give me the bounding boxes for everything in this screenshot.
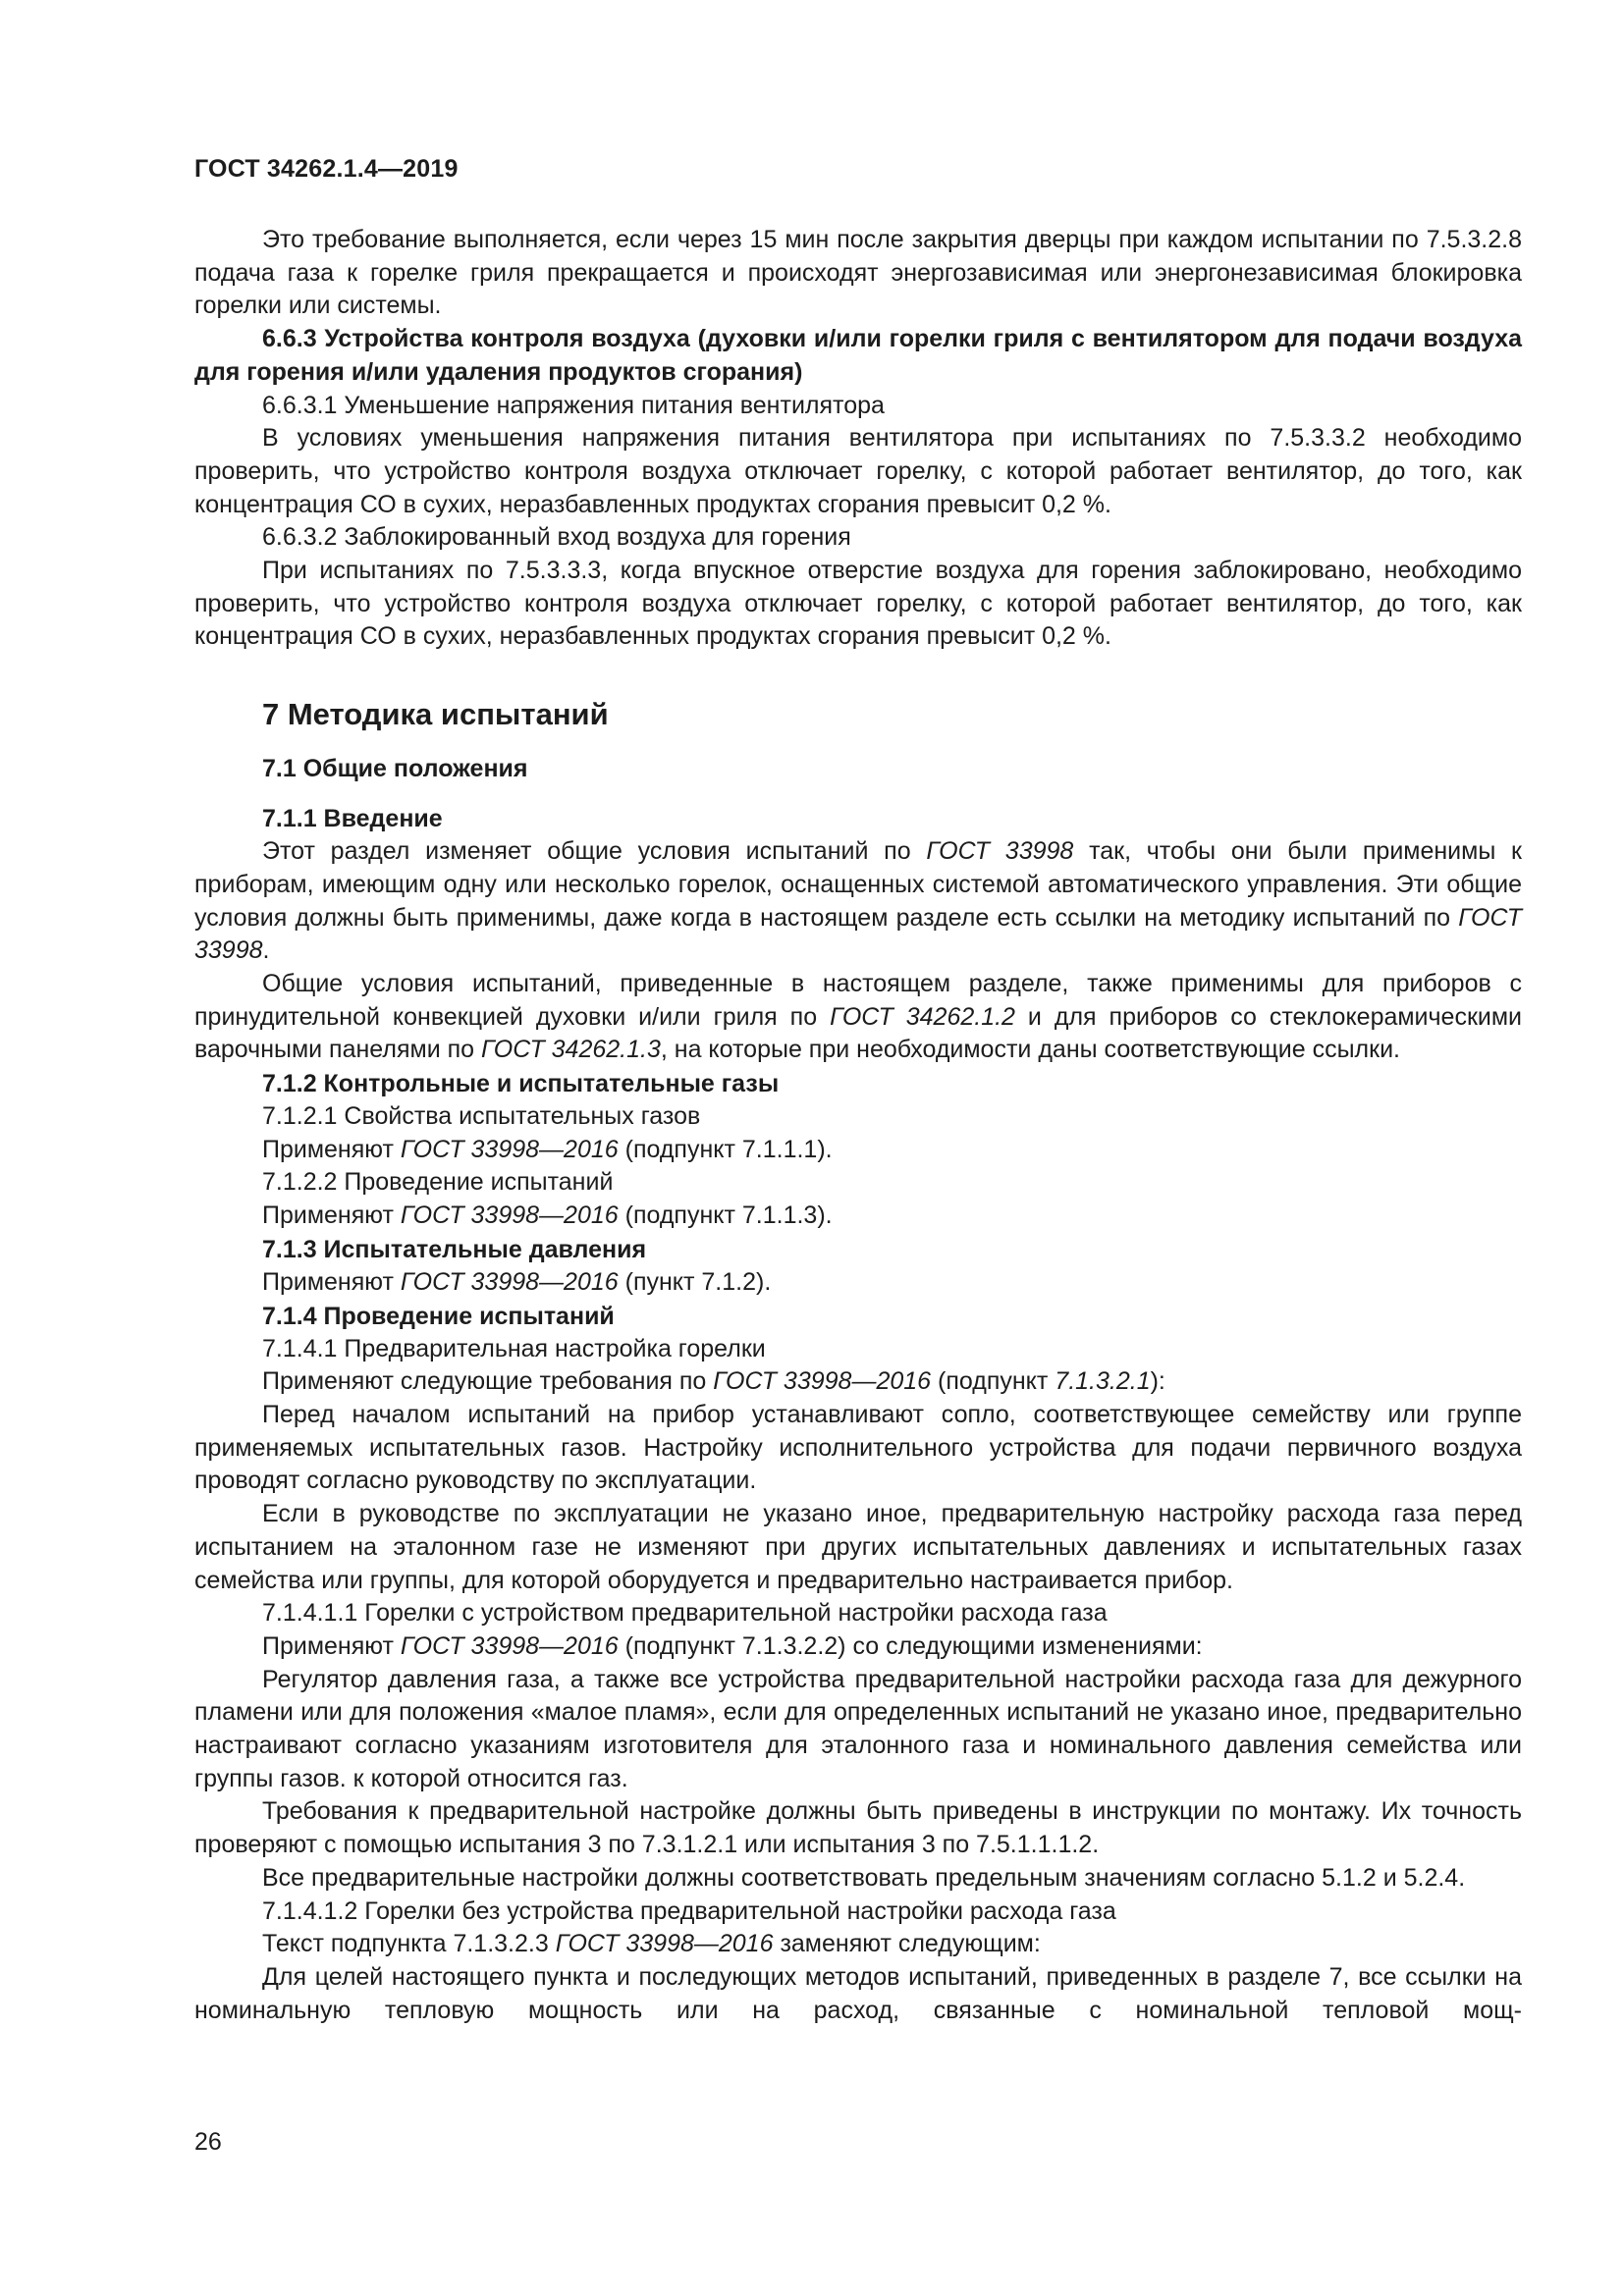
standard-reference: ГОСТ 34262.1.3 xyxy=(481,1036,661,1064)
subsection-heading-7-1-1: 7.1.1 Введение xyxy=(262,805,443,833)
paragraph: 7.1.4.1.1 Горелки с устройством предварительной настройки расхода газа xyxy=(262,1599,1108,1628)
standard-reference: ГОСТ 33998 xyxy=(194,903,1522,965)
subsection-heading-7-1-2: 7.1.2 Контрольные и испытательные газы xyxy=(262,1070,780,1098)
paragraph: Текст подпункта 7.1.3.2.3 ГОСТ 33998—2016 заменяют следующим: xyxy=(262,1930,1041,1958)
clause-reference: 7.1.3.2.1 xyxy=(1055,1367,1151,1396)
document-body xyxy=(194,224,1522,2027)
paragraph: Требования к предварительной настройке должны быть приведены в инструкции по монтажу. Их точность проверяют с помощью испытания 3 по 7.3.1.2.1 или испытания 3 по 7.5.1.1.1.2. xyxy=(194,1797,1522,1859)
paragraph: 7.1.2.1 Свойства испытательных газов xyxy=(262,1102,701,1131)
paragraph: 6.6.3.2 Заблокированный вход воздуха для горения xyxy=(262,523,851,552)
paragraph: 6.6.3.1 Уменьшение напряжения питания вентилятора xyxy=(262,391,885,419)
paragraph: 7.1.4.1.2 Горелки без устройства предварительной настройки расхода газа xyxy=(262,1896,1116,1925)
standard-reference: ГОСТ 33998—2016 xyxy=(400,1135,619,1163)
paragraph: Этот раздел изменяет общие условия испытаний по ГОСТ 33998 так, чтобы они были применимы к приборам, имеющим одну или несколько горелок, оснащенных системой автоматического управления. Эти общие условия должны быть применимы, даже когда в настоящем разделе есть ссылки на методику испытаний по ГОСТ 33998. xyxy=(194,837,1522,965)
paragraph: Это требование выполняется, если через 15 мин после закрытия дверцы при каждом испытании по 7.5.3.2.8 подача газа к горелке гриля прекращается и происходят энергозависимая или энергонезависимая блокировка горелки или системы. xyxy=(194,226,1522,320)
subsection-heading-6-6-3: 6.6.3 Устройства контроля воздуха (духовки и/или горелки гриля с вентилятором для подачи воздуха для горения и/или удаления продуктов сгорания) xyxy=(194,325,1522,386)
paragraph: Общие условия испытаний, приведенные в настоящем разделе, также применимы для приборов с принудительной конвекцией духовки и/или гриля по ГОСТ 34262.1.2 и для приборов со стеклокерамическими варочными панелями по ГОСТ 34262.1.3, на которые при необходимости даны соответствующие ссылки. xyxy=(194,969,1523,1064)
standard-reference: ГОСТ 33998—2016 xyxy=(400,1267,619,1296)
standard-reference: ГОСТ 33998—2016 xyxy=(713,1367,932,1396)
paragraph: 7.1.2.2 Проведение испытаний xyxy=(262,1168,614,1197)
standard-reference: ГОСТ 33998 xyxy=(926,837,1074,866)
document-header-id: ГОСТ 34262.1.4—2019 xyxy=(194,155,459,183)
paragraph: В условиях уменьшения напряжения питания вентилятора при испытаниях по 7.5.3.3.2 необходимо проверить, что устройство контроля воздуха отключает горелку, с которой работает вентилятор, до того, как концентрация СО в сухих, неразбавленных продуктах сгорания превысит 0,2 %. xyxy=(194,424,1522,518)
paragraph: Применяют ГОСТ 33998—2016 (подпункт 7.1.1.1). xyxy=(262,1135,833,1163)
subsection-heading-7-1-4: 7.1.4 Проведение испытаний xyxy=(262,1302,615,1330)
paragraph: Применяют следующие требования по ГОСТ 33998—2016 (подпункт 7.1.3.2.1): xyxy=(262,1367,1165,1396)
standard-reference: ГОСТ 33998—2016 xyxy=(400,1201,619,1230)
paragraph: При испытаниях по 7.5.3.3.3, когда впускное отверстие воздуха для горения заблокировано, необходимо проверить, что устройство контроля воздуха отключает горелку, с которой работает вентилятор, до того, как концентрация СО в сухих, неразбавленных продуктах сгорания превысит 0,2 %. xyxy=(194,557,1522,651)
paragraph: Если в руководстве по эксплуатации не указано иное, предварительную настройку расхода газа перед испытанием на эталонном газе не изменяют при других испытательных давлениях и испытательных газах семейства или группы, для которой оборудуется и предварительно настраивается прибор. xyxy=(194,1500,1522,1594)
paragraph: Применяют ГОСТ 33998—2016 (подпункт 7.1.3.2.2) со следующими изменениями: xyxy=(262,1631,1203,1660)
paragraph: Регулятор давления газа, а также все устройства предварительной настройки расхода газа для дежурного пламени или для положения «малое пламя», если для определенных испытаний не указано иное, предварительно настраивают согласно указаниям изготовителя для эталонного газа и номинального давления семейства или группы газов. к которой относится газ. xyxy=(194,1665,1522,1792)
paragraph: Применяют ГОСТ 33998—2016 (подпункт 7.1.1.3). xyxy=(262,1201,833,1230)
paragraph: Перед началом испытаний на прибор устанавливают сопло, соответствующее семейству или группе применяемых испытательных газов. Настройку исполнительного устройства для подачи первичного воздуха проводят согласно руководству по эксплуатации. xyxy=(194,1400,1522,1495)
standard-reference: ГОСТ 33998—2016 xyxy=(555,1930,774,1958)
section-heading-7: 7 Методика испытаний xyxy=(262,697,609,732)
paragraph: Все предварительные настройки должны соответствовать предельным значениям согласно 5.1.2 и 5.2.4. xyxy=(262,1863,1466,1892)
page-number: 26 xyxy=(194,2128,222,2156)
subsection-heading-7-1: 7.1 Общие положения xyxy=(262,755,528,783)
standard-reference: ГОСТ 33998—2016 xyxy=(400,1631,619,1660)
paragraph: Применяют ГОСТ 33998—2016 (пункт 7.1.2). xyxy=(262,1267,772,1296)
subsection-heading-7-1-3: 7.1.3 Испытательные давления xyxy=(262,1235,647,1263)
paragraph: Для целей настоящего пункта и последующих методов испытаний, приведенных в разделе 7, все ссылки на номинальную тепловую мощность или на расход, связанные с номинальной тепловой мощ- xyxy=(194,1962,1522,2024)
paragraph: 7.1.4.1 Предварительная настройка горелки xyxy=(262,1334,766,1362)
standard-reference: ГОСТ 34262.1.2 xyxy=(830,1002,1015,1031)
